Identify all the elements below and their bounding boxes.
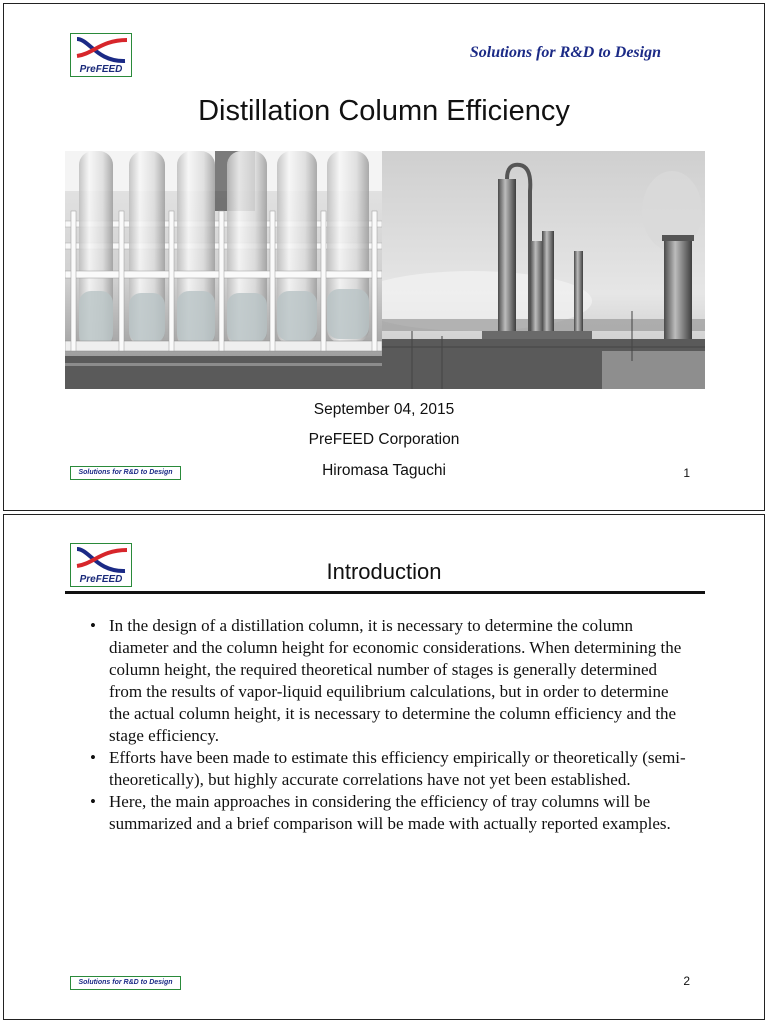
company-name: PreFEED Corporation [308, 431, 460, 448]
header-tagline: Solutions for R&D to Design [469, 44, 661, 61]
bullet-text: Here, the main approaches in considering the efficiency of tray columns will be summarized and a brief comparison will be made with actually reported examples. [109, 792, 671, 833]
test-tubes-photo [65, 151, 382, 389]
bullet-icon: • [90, 748, 96, 767]
distillation-plant-photo [382, 151, 705, 389]
presentation-date: September 04, 2015 [313, 401, 455, 418]
page-number: 1 [683, 466, 690, 480]
page-number: 2 [683, 974, 690, 988]
bullet-icon: • [90, 792, 96, 811]
slide-1 [3, 3, 765, 511]
title-divider [65, 591, 705, 594]
list-item [90, 791, 690, 835]
list-item [90, 615, 690, 747]
prefeed-logo-mark-icon [75, 36, 129, 64]
footer-badge: Solutions for R&D to Design [70, 466, 181, 480]
title-photos [65, 151, 705, 389]
footer-badge: Solutions for R&D to Design [70, 976, 181, 990]
bullet-text: In the design of a distillation column, it is necessary to determine the column diameter and the column height for economic considerations. When determining the column height, the required theoretical number of stages is generally determined from the results of vapor-liquid equilibrium calculations, but in order to determine the actual column height, it is necessary to determine the column efficiency and the stage efficiency. [109, 616, 682, 745]
logo-text: PreFEED [79, 64, 123, 75]
slide-title: Distillation Column Efficiency [198, 95, 570, 127]
slide-title: Introduction [326, 559, 442, 584]
bullet-list [90, 615, 690, 835]
list-item [90, 747, 690, 791]
bullet-text: Efforts have been made to estimate this efficiency empirically or theoretically (semi- theoretically), but highly accurate correlations have not yet been established. [109, 748, 686, 789]
bullet-icon: • [90, 616, 96, 635]
slide-2 [3, 514, 765, 1020]
prefeed-logo [70, 33, 132, 77]
author-name: Hiromasa Taguchi [322, 462, 446, 479]
logo-text: PreFEED [79, 574, 123, 585]
